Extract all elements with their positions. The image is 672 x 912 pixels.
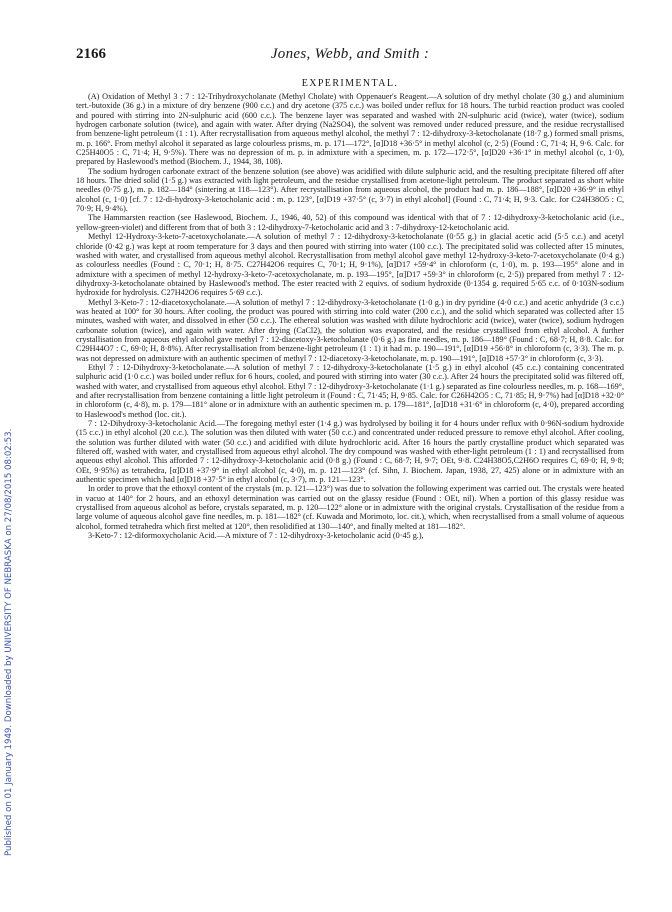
paragraph-hammarsten-reaction: The Hammarsten reaction (see Haslewood, Biochem. J., 1946, 40, 52) of this compound was identical with that of 7 : 12-dihydroxy-3-ketocholanic acid (i.e., yellow-green-violet) and different from that of both 3 : 12-dihydroxy-7-ketocholanic acid and 3 : 7-dihydroxy-12-ketocholanic acid.: [76, 213, 624, 232]
paragraph-diformoxycholanic-acid: 3-Keto-7 : 12-diformoxycholanic Acid.—A mixture of 7 : 12-dihydroxy-3-ketocholanic acid (0·45 g.),: [88, 531, 424, 541]
body-text: [76, 92, 624, 541]
paragraph-acetoxycholanate: Methyl 12-Hydroxy-3-keto-7-acetoxycholanate.—A solution of methyl 7 : 12-dihydroxy-3-ketocholanate (0·55 g.) in glacial acetic acid (5·5 c.c.) and acetyl chloride (0·42 g.) was kept at room temperature for 3 days and then poured with stirring into water (100 c.c.). The precipitated solid was collected after 15 minutes, washed with water, and crystallised from aqueous methyl alcohol. Recrystallisation from methyl alcohol gave methyl 12-hydroxy-3-keto-7-acetoxycholanate (0·4 g.) as colourless needles (Found : C, 70·1; H, 8·75. C27H42O6 requires C, 70·1; H, 9·1%), [α]D17 +59·4° in chloroform (c, 1·0), m. p. 193—195° alone and in admixture with a specimen of methyl 12-hydroxy-3-keto-7-acetoxycholanate, m. p. 193—195°, [α]D17 +59·3° in chloroform (c, 2·5)) prepared from methyl 7 : 12-dihydroxy-3-ketocholanate obtained by Haslewood's method. The ester reacted with 2 equivs. of sodium hydroxide (0·1354 g. required 5·65 c.c. of 0·103N-sodium hydroxide for hydrolysis. C27H42O6 requires 5·69 c.c.).: [76, 232, 624, 298]
paragraph-ethyl-ester: Ethyl 7 : 12-Dihydroxy-3-ketocholanate.—A solution of methyl 7 : 12-dihydroxy-3-ketocholanate (1·5 g.) in ethyl alcohol (45 c.c.) containing concentrated sulphuric acid (1·0 c.c.) was boiled under reflux for 6 hours, cooled, and poured with stirring into water (30 c.c.). After 24 hours the precipitated solid was filtered off, washed with water, and crystallised from aqueous ethyl alcohol. Ethyl 7 : 12-dihydroxy-3-ketocholanate (1·1 g.) separated as fine colourless needles, m. p. 168—169°, and after recrystallisation from benzene containing a little light petroleum it (Found : C, 71·45; H, 9·85. Calc. for C26H42O5 : C, 71·85; H, 9·7%) had [α]D18 +32·0° in chloroform (c, 4·8), m. p. 179—181° alone or in admixture with an authentic specimen m. p. 179—181°, [α]D18 +31·6° in chloroform (c, 4·0), prepared according to Haslewood's method (loc. cit.).: [76, 362, 624, 419]
page-header: [76, 46, 624, 66]
page-number: 2166: [76, 46, 106, 62]
paragraph-bicarbonate-extract: The sodium hydrogen carbonate extract of the benzene solution (see above) was acidified with dilute sulphuric acid, and the resulting precipitate filtered off after 18 hours. The dried solid (1·5 g.) was extracted with light petroleum, and the residue crystallised from acetone-light petroleum. The product separated as short white needles (0·75 g.), m. p. 182—184° (sintering at 118—123°). After recrystallisation from aqueous alcohol, the product had m. p. 186—188°, [α]D20 +36·9° in ethyl alcohol (c, 1·0) [cf. 7 : 12-di-hydroxy-3-ketocholanic acid : m. p. 123°, [α]D19 +37·5° (c, 3·7) in ethyl alcohol] (Found : C, 71·4; H, 9·3. Calc. for C24H38O5 : C, 70·9; H, 9·4%).: [76, 166, 624, 214]
paragraph-ketocholanic-acid: 7 : 12-Dihydroxy-3-ketocholanic Acid.—The foregoing methyl ester (1·4 g.) was hydrolysed by boiling it for 4 hours under reflux with 0·96N-sodium hydroxide (15 c.c.) in ethyl alcohol (20 c.c.). The solution was then diluted with water (50 c.c.) and concentrated under reduced pressure to remove ethyl alcohol. After cooling, the solution was further diluted with water (50 c.c.) and acidified with dilute hydrochloric acid. After 16 hours the partly crystalline product which separated was filtered off, washed with water, and crystallised from aqueous ethyl alcohol. The dry compound was washed with ether-light petroleum (1 : 1) and recrystallised from aqueous ethyl alcohol. This afforded 7 : 12-dihydroxy-3-ketocholanic acid (0·8 g.) (Found : C, 68·7; H, 9·7; OEt, 9·8. C24H38O5,C2H6O requires C, 69·0; H, 9·8; OEt, 9·95%) as tetrahedra, [α]D18 +37·9° in ethyl alcohol (c, 4·0), m. p. 121—123° (cf. Sihn, J. Biochem. Japan, 1938, 27, 425) alone or in admixture with an authentic specimen which had [α]D18 +37·5° in ethyl alcohol (c, 3·7), m. p. 121—123°.: [76, 419, 624, 485]
running-head: Jones, Webb, and Smith :: [270, 46, 430, 62]
paragraph-oppenauer-oxidation: (A) Oxidation of Methyl 3 : 7 : 12-Trihydroxycholanate (Methyl Cholate) with Oppenauer's Reagent.—A solution of dry methyl cholate (30 g.) and aluminium tert.-butoxide (36 g.) in a mixture of dry benzene (900 c.c.) and dry acetone (375 c.c.) was boiled under reflux for 18 hours. The turbid reaction product was cooled and poured with stirring into 2N-sulphuric acid (600 c.c.). The benzene layer was separated and washed with 2N-sulphuric acid (twice), water (twice), sodium hydrogen carbonate solution (twice), and again with water. After drying (Na2SO4), the solvent was removed under reduced pressure, and the residue recrystallised from benzene-light petroleum (1 : 1). After recrystallisation from aqueous methyl alcohol, the methyl 7 : 12-dihydroxy-3-ketocholanate (18·7 g.) formed small prisms, m. p. 166°. From methyl alcohol it separated as large colourless prisms, m. p. 171—172°, [α]D18 +36·5° in methyl alcohol (c, 2·5) (Found : C, 71·4; H, 9·6. Calc. for C25H40O5 : C, 71·4; H, 9·5%). There was no depression of m. p. in admixture with a specimen, m. p. 172—172·5°, [α]D20 +36·1° in methyl alcohol (c, 1·0), prepared by Haslewood's method (Biochem. J., 1944, 38, 108).: [76, 92, 624, 167]
paragraph-diacetoxycholanate: Methyl 3-Keto-7 : 12-diacetoxycholanate.—A solution of methyl 7 : 12-dihydroxy-3-ketocholanate (1·0 g.) in dry pyridine (4·0 c.c.) and acetic anhydride (3 c.c.) was heated at 100° for 30 hours. After cooling, the product was poured with stirring into cold water (200 c.c.), and the solid which separated was collected after 15 minutes, washed with water, and dissolved in ether (50 c.c.). The ethereal solution was washed with dilute hydrochloric acid (twice), water (twice), sodium hydrogen carbonate solution (twice), and again with water. After drying (CaCl2), the solution was evaporated, and the residue crystallised from ethyl alcohol. A further crystallisation from aqueous ethyl alcohol gave methyl 7 : 12-diacetoxy-3-ketocholanate (0·6 g.) as fine needles, m. p. 186—189° (Found : C, 68·7; H, 8·8. Calc. for C29H44O7 : C, 69·0; H, 8·8%). After recrystallisation from benzene-light petroleum (1 : 1) it had m. p. 190—191°, [α]D19 +56·8° in chloroform (c, 3·3). The m. p. was not depressed on admixture with an authentic specimen of methyl 7 : 12-diacetoxy-3-ketocholanate, m. p. 190—191°, [α]D18 +57·3° in chloroform (c, 3·3).: [76, 297, 624, 363]
section-heading: EXPERIMENTAL.: [301, 78, 399, 89]
publication-sidebar-notice: Published on 01 January 1949. Downloaded by UNIVERSITY OF NEBRASKA on 27/08/2015 08:02:53.: [4, 428, 14, 856]
paragraph-ethoxyl-proof: In order to prove that the ethoxyl content of the crystals (m. p. 121—123°) was due to solvation the following experiment was carried out. The crystals were heated in vacuo at 140° for 2 hours, and an ethoxyl determination was carried out on the glassy residue (Found : OEt, nil). When a portion of this glassy residue was crystallised from aqueous alcohol as before, crystals separated, m. p. 120—122° alone or in admixture with the original crystals. Crystallisation of the residue from a large volume of aqueous alcohol gave fine needles, m. p. 181—182° (cf. Kuwada and Morimoto, loc. cit.), which, when recrystallised from a small volume of aqueous alcohol, formed tetrahedra which first melted at 120°, then resolidified at 130—140°, and finally melted at 181—182°.: [76, 484, 624, 531]
